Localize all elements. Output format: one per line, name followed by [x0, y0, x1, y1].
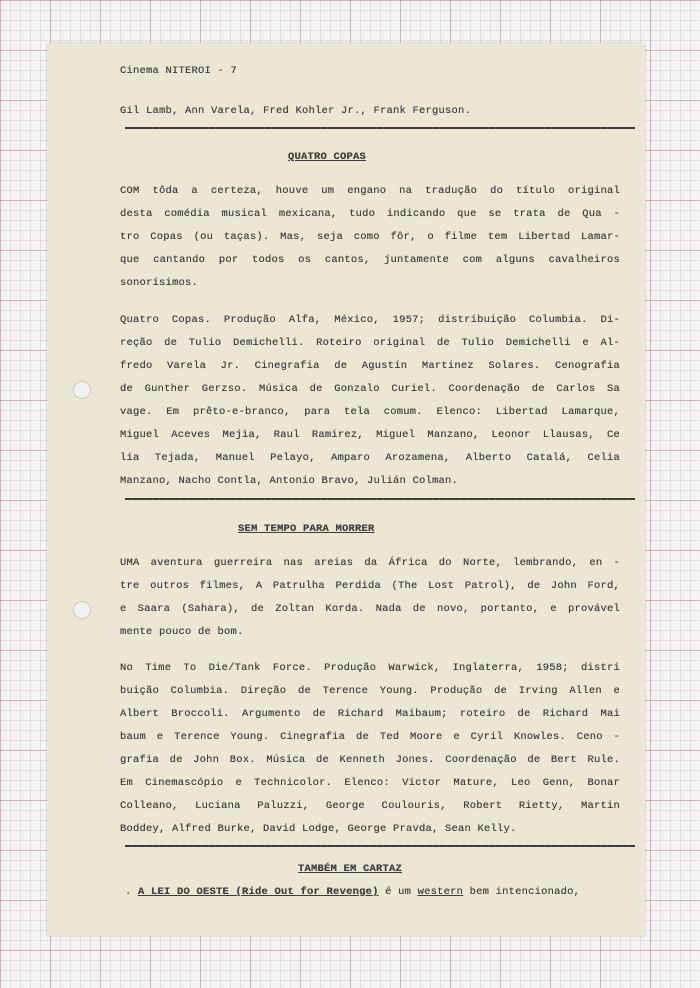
credits-line: Boddey, Alfred Burke, David Lodge, George Pravda, Sean Kelly. — [120, 823, 517, 835]
genre-word: western — [417, 886, 464, 898]
review-line: COM tôda a certeza, houve um engano na tradução do título original — [120, 185, 620, 197]
credits-line: Colleano, Luciana Paluzzi, George Coulouris, Robert Rietty, Martin — [120, 800, 620, 812]
divider-rule — [125, 127, 635, 129]
review-line: sonorísimos. — [120, 277, 199, 289]
text: é um — [378, 886, 418, 898]
also-showing-line — [125, 886, 625, 898]
credits-line: No Time To Die/Tank Force. Produção Warwick, Inglaterra, 1958; distri — [120, 662, 620, 674]
credits-line: Miguel Aceves Mejia, Raul Ramirez, Miguel Manzano, Leonor Llausas, Ce — [120, 429, 620, 441]
credits-line: Manzano, Nacho Contla, Antonio Bravo, Julián Colman. — [120, 475, 459, 487]
review-line: tro Copas (ou taças). Mas, seja como fôr, o filme tem Libertad Lamar- — [120, 231, 620, 243]
credits-line: fredo Varela Jr. Cinegrafia de Agustín Martinez Solares. Cenografia — [120, 360, 620, 372]
review-line: tre outros filmes, A Patrulha Perdida (The Lost Patrol), de John Ford, — [120, 580, 620, 592]
credits-line: Quatro Copas. Produção Alfa, México, 1957; distribuição Columbia. Di- — [120, 314, 620, 326]
section-title-quatro-copas: QUATRO COPAS — [288, 151, 367, 163]
review-line: desta comédia musical mexicana, tudo indicando que se trata de Qua - — [120, 208, 620, 220]
punch-hole — [73, 381, 91, 399]
bullet: . — [125, 886, 132, 898]
credits-line: baum e Terence Young. Cinegrafia de Ted Moore e Cyril Knowles. Ceno - — [120, 731, 620, 743]
typewritten-page — [47, 43, 645, 936]
section-title-tambem-em-cartaz: TAMBÉM EM CARTAZ — [298, 863, 403, 875]
review-line: e Saara (Sahara), de Zoltan Korda. Nada de novo, portanto, e provável — [120, 603, 620, 615]
divider-rule — [125, 498, 635, 500]
punch-hole — [73, 601, 91, 619]
credits-line: grafia de John Box. Música de Kenneth Jones. Coordenação de Bert Rule. — [120, 754, 620, 766]
review-line: mente pouco de bom. — [120, 626, 244, 638]
credits-line: Albert Broccoli. Argumento de Richard Maibaum; roteiro de Richard Mai — [120, 708, 620, 720]
film-title: A LEI DO OESTE (Ride Out for Revenge) — [138, 886, 379, 898]
cast-continued: Gil Lamb, Ann Varela, Fred Kohler Jr., Frank Ferguson. — [120, 105, 472, 117]
credits-line: buição Columbia. Direção de Terence Young. Produção de Irving Allen e — [120, 685, 620, 697]
credits-line: lia Tejada, Manuel Pelayo, Amparo Arozamena, Alberto Catalá, Celia — [120, 452, 620, 464]
review-line: UMA aventura guerreira nas areias da África do Norte, lembrando, en - — [120, 557, 620, 569]
divider-rule — [125, 845, 635, 847]
review-line: que cantando por todos os cantos, juntamente com alguns cavalheiros — [120, 254, 620, 266]
credits-line: reção de Tulio Demichelli. Roteiro original de Tulio Demichelli e Al- — [120, 337, 620, 349]
credits-line: vage. Em prêto-e-branco, para tela comum. Elenco: Libertad Lamarque, — [120, 406, 620, 418]
page-label: Cinema NITEROI - 7 — [120, 65, 238, 77]
text: bem intencionado, — [463, 886, 581, 898]
credits-line: Em Cinemascópio e Technicolor. Elenco: Victor Mature, Leo Genn, Bonar — [120, 777, 620, 789]
section-title-sem-tempo-para-morrer: SEM TEMPO PARA MORRER — [238, 523, 375, 535]
credits-line: de Gunther Gerzso. Música de Gonzalo Curiel. Coordenação de Carlos Sa — [120, 383, 620, 395]
